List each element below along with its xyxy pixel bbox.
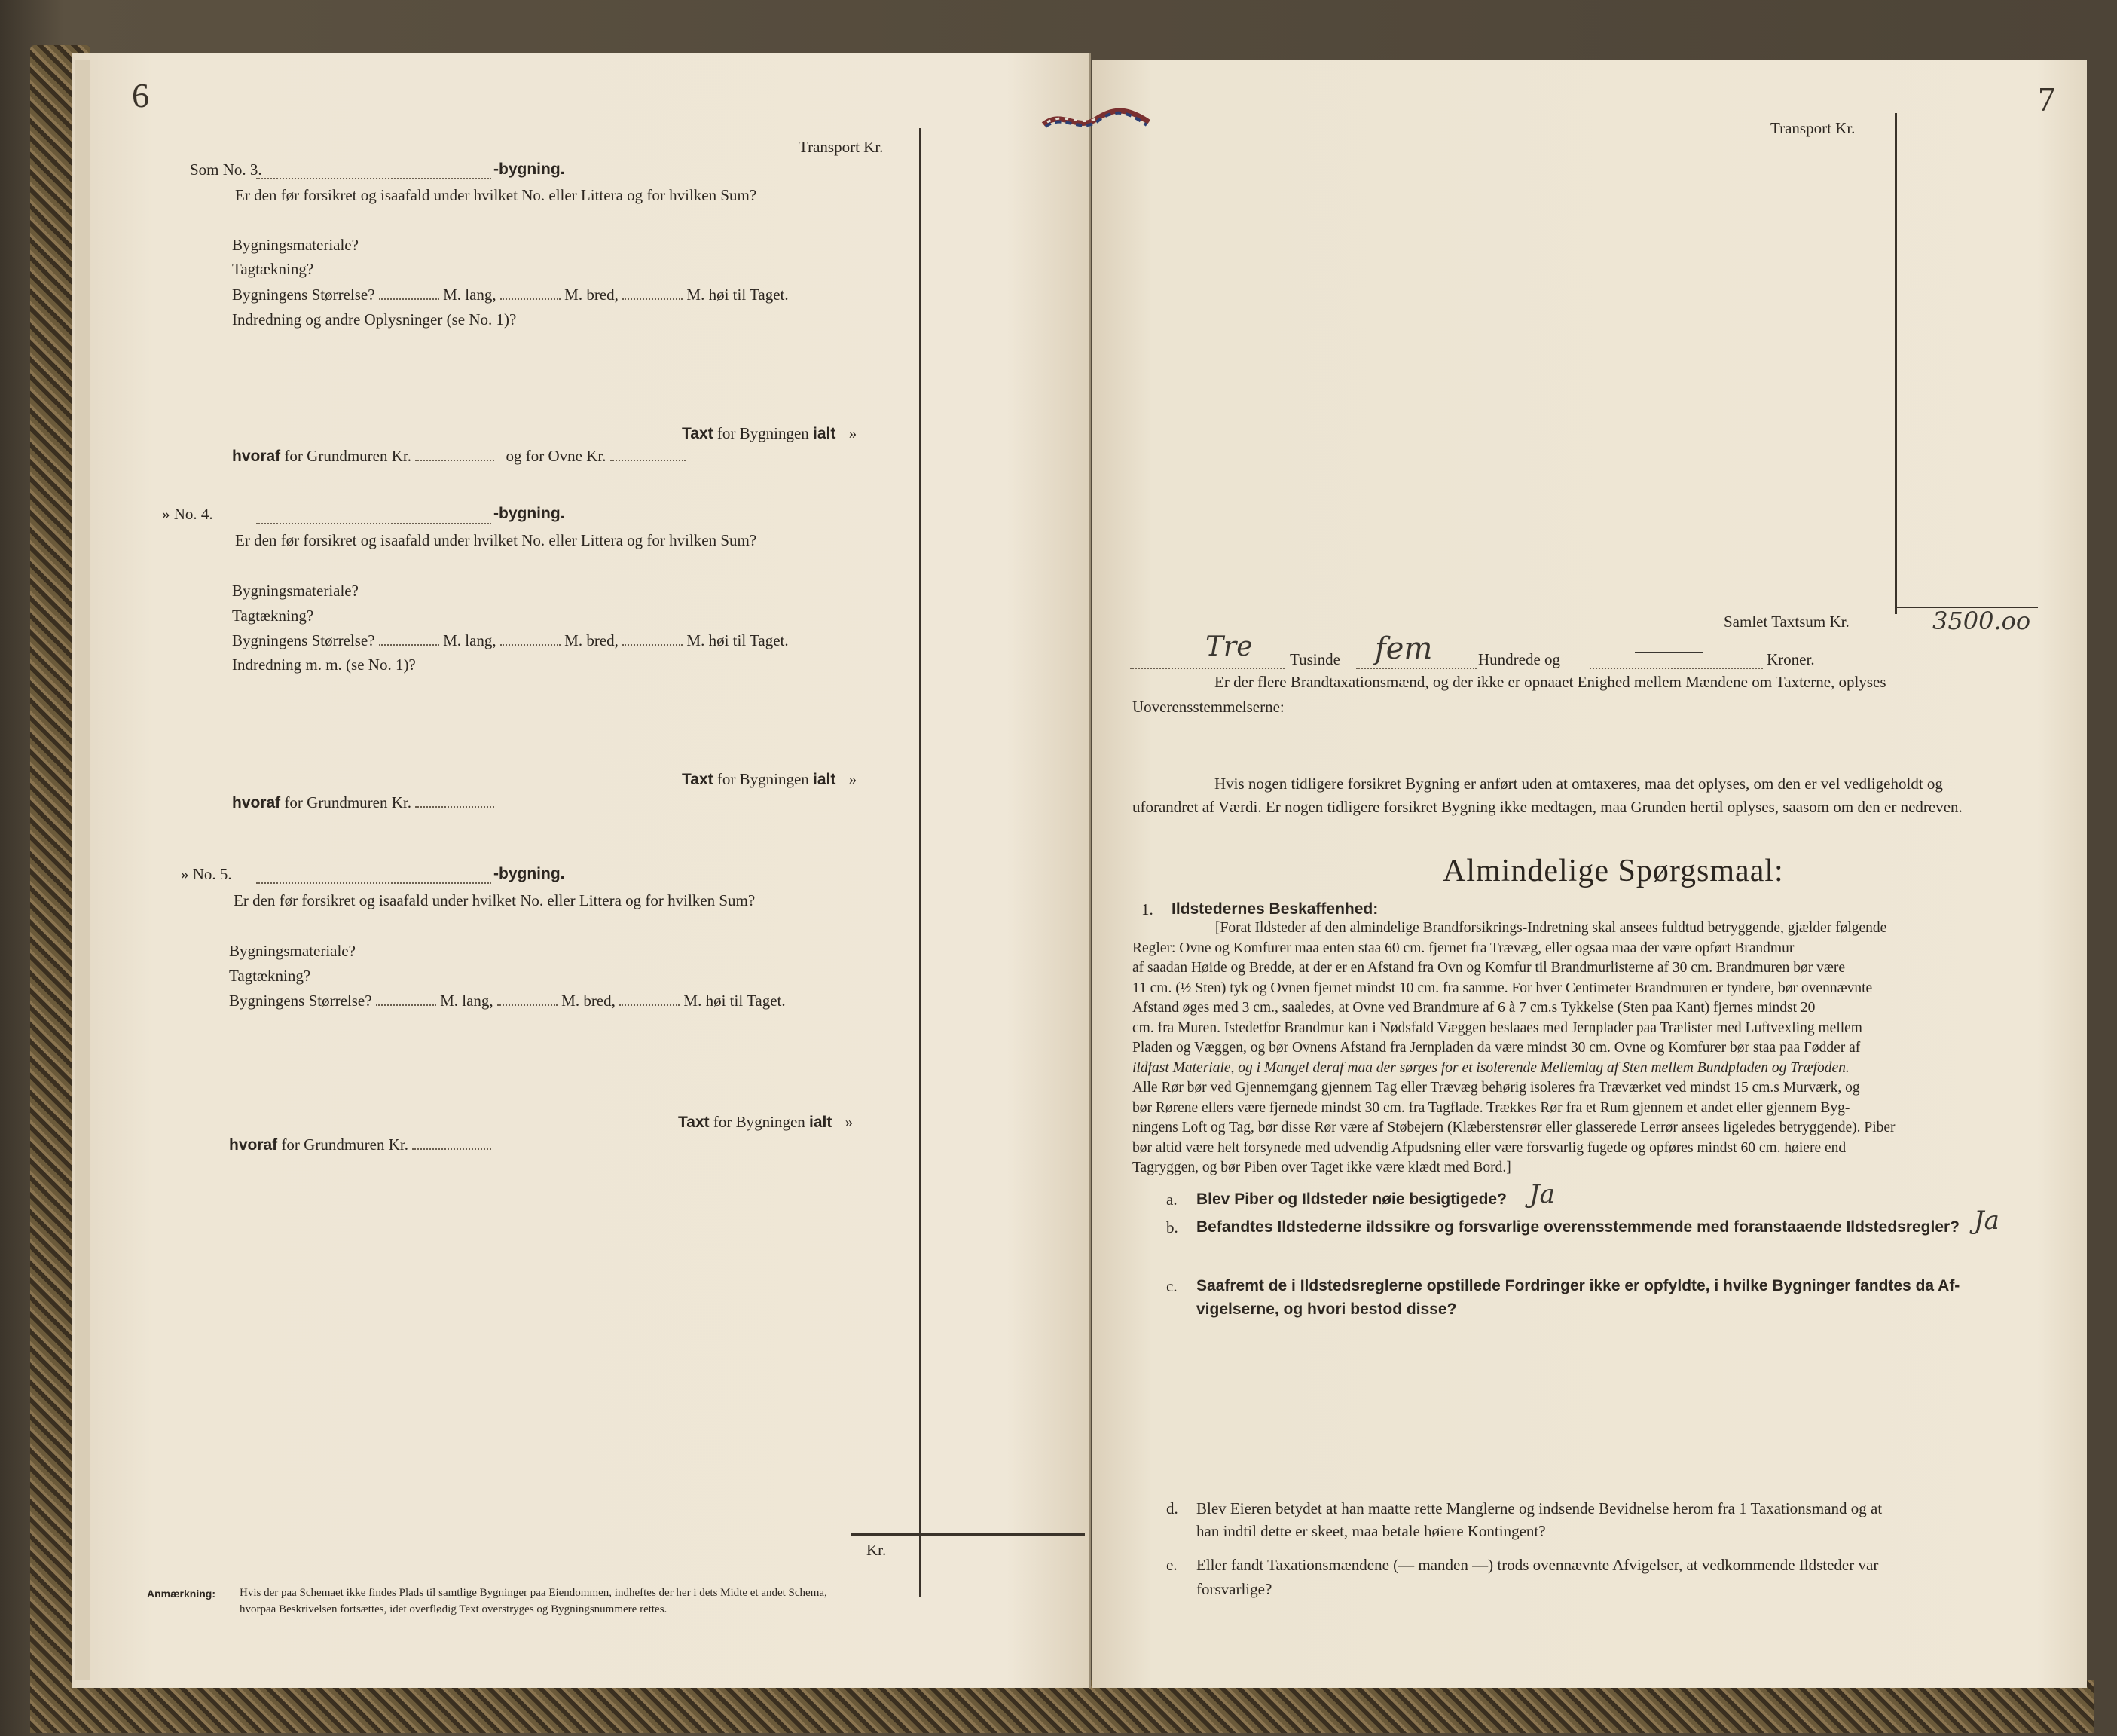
rule-line: Alle Rør bør ved Gjennemgang gjennem Tag eller Trævæg behørig isoleres fra Træværket ved mindst 15 cm.s Murværk, og: [1132, 1080, 1860, 1096]
building-4-tax-rest: for Bygningen: [716, 770, 809, 788]
note-line-1: Hvis der paa Schemaet ikke findes Plads til samtlige Bygninger paa Eiendommen, indheftes der her i dets Midte et andet Schema,: [240, 1587, 827, 1599]
building-5-foundation-rest: for Grundmuren Kr.: [281, 1135, 408, 1154]
building-5-size-lang: M. lang,: [440, 992, 493, 1010]
building-5-label: » No. 5.: [181, 865, 232, 883]
thousands-handwritten: Tre: [1205, 631, 1253, 662]
samlet-value: 3500.oo: [1932, 607, 2031, 635]
right-amount-column-line: [1895, 113, 1897, 614]
building-3-tax: [682, 424, 857, 443]
rule-line: Pladen og Væggen, og bør Ovnens Afstand fra Jernpladen da være mindst 30 cm. Ovne og Komfurer bør staa paa Fødder af: [1132, 1040, 1861, 1056]
building-3-name-field[interactable]: [256, 167, 491, 179]
rule-line: Tagryggen, og bør Piben over Taget ikke være klædt med Bord.]: [1132, 1160, 1511, 1175]
qd-letter: d.: [1166, 1499, 1178, 1517]
building-5-height-field[interactable]: [619, 994, 680, 1006]
building-3-foundation: [232, 447, 686, 466]
building-4-label: » No. 4.: [162, 505, 213, 523]
building-4-foundation-field[interactable]: [415, 796, 494, 808]
building-3-width-field[interactable]: [500, 288, 561, 300]
building-3-material: Bygningsmateriale?: [232, 236, 359, 254]
section-title: Almindelige Spørgsmaal:: [1443, 854, 1784, 888]
building-5-name-field[interactable]: [256, 872, 491, 884]
building-4-size-prefix: Bygningens Størrelse?: [232, 631, 375, 649]
building-4-interior: Indredning m. m. (se No. 1)?: [232, 656, 416, 674]
qa-letter: a.: [1166, 1190, 1178, 1209]
building-5-foundation: [229, 1135, 491, 1154]
building-3-foundation-bold: hvoraf: [232, 448, 281, 465]
qc-text-1: Saafremt de i Ildstedsreglerne opstillede Fordringer ikke er opfyldte, i hvilke Bygninger fandtes da Af-: [1196, 1277, 1960, 1294]
tusinde-label: Tusinde: [1290, 650, 1340, 668]
building-3-suffix: -bygning.: [493, 160, 565, 178]
building-4-tax-arrow: »: [848, 770, 857, 788]
qb-text: Befandtes Ildstederne ildssikre og forsvarlige overensstemmende med foranstaaende Ildstedsregler?: [1196, 1218, 1960, 1236]
building-5-foundation-field[interactable]: [412, 1138, 491, 1150]
fire-rules-block: [1132, 918, 2040, 1178]
page-edges: [75, 60, 90, 1680]
kroner-dash-handwritten: [1635, 652, 1703, 653]
kroner-field[interactable]: [1590, 657, 1763, 669]
book-cover-bottom: [30, 1680, 2094, 1733]
building-3-foundation-field[interactable]: [415, 449, 494, 461]
q1-number: 1.: [1141, 900, 1153, 918]
tidligere-text-1: Hvis nogen tidligere forsikret Bygning er anført uden at omtaxeres, maa det oplyses, om den er vel vedligeholdt og: [1214, 775, 1943, 793]
rule-line: bør altid være helt forsynede med udvendig Afpudsning eller være forsvarlig fugede og opføres mindst 60 cm. høiere end: [1132, 1139, 1847, 1156]
building-4-width-field[interactable]: [500, 634, 561, 646]
building-3-tax-bold: Taxt: [682, 425, 713, 442]
hundrede-label: Hundrede og: [1478, 650, 1561, 668]
qa-text: Blev Piber og Ildsteder nøie besigtigede?: [1196, 1190, 1507, 1208]
rule-line: af saadan Høide og Bredde, at der er en Afstand fra Ovn og Komfur til Brandmurlisterne af 30 cm. Brandmuren bør være: [1132, 960, 1845, 976]
transport-label-right: Transport Kr.: [1770, 119, 1856, 137]
note-line-2: hvorpaa Beskrivelsen fortsættes, idet overflødig Text overstryges og Bygningsnummere rettes.: [240, 1603, 667, 1615]
building-5-size-hoi: M. høi til Taget.: [683, 992, 786, 1010]
rule-line: cm. fra Muren. Istedetfor Brandmur kan i Nødsfald Væggen beslaaes med Jernplader paa Trælister med Luftvexling mellem: [1132, 1019, 1862, 1036]
building-3-size: [232, 286, 789, 304]
building-5-width-field[interactable]: [497, 994, 558, 1006]
page-number-left: 6: [132, 76, 149, 115]
building-3-tax-arrow: »: [848, 424, 857, 442]
binding-thread: [1040, 105, 1153, 136]
building-4-foundation-rest: for Grundmuren Kr.: [284, 793, 411, 811]
rule-line: bør Rørene ellers være fjernede mindst 30 cm. fra Tagflade. Trækkes Rør fra et Rum gjennem et andet eller gjennem Byg-: [1132, 1099, 1850, 1116]
building-4-size-lang: M. lang,: [443, 631, 496, 649]
building-5-roofing: Tagtækning?: [229, 967, 311, 985]
building-4-tax-bold: Taxt: [682, 771, 713, 788]
page-number-right: 7: [2038, 80, 2055, 118]
rule-line: [Forat Ildsteder af den almindelige Brandforsikrings-Indretning skal ansees fuldtud betryggende, gjælder følgende: [1215, 920, 1887, 936]
qc-text-2: vigelserne, og hvori bestod disse?: [1196, 1300, 1457, 1318]
building-3-height-field[interactable]: [622, 288, 683, 300]
building-5-tax: [678, 1113, 853, 1132]
rule-line: 11 cm. (½ Sten) tyk og Ovnen fjernet mindst 10 cm. fra samme. For hver Centimeter Brandmuren er tyndere, bør ovennævnte: [1132, 980, 1873, 996]
building-4-height-field[interactable]: [622, 634, 683, 646]
building-5-suffix: -bygning.: [493, 865, 565, 882]
building-4-tax-ialt: ialt: [813, 771, 836, 788]
qe-text-2: forsvarlige?: [1196, 1580, 1272, 1598]
building-3-interior: Indredning og andre Oplysninger (se No. 1)?: [232, 310, 517, 329]
building-3-size-lang: M. lang,: [443, 286, 496, 304]
building-5-tax-arrow: »: [845, 1113, 854, 1131]
building-3-label: Som No. 3.: [190, 160, 262, 179]
q1-title: Ildstedernes Beskaffenhed:: [1172, 900, 1379, 918]
building-3-ovens-field[interactable]: [610, 449, 686, 461]
hundreds-handwritten: fem: [1375, 631, 1433, 666]
building-5-tax-rest: for Bygningen: [713, 1113, 805, 1131]
flere-text-2: Uoverensstemmelserne:: [1132, 698, 1285, 716]
rule-line: ningens Loft og Tag, bør disse Rør være af Støbejern (Klæberstensrør eller glasserede Lerrør ansees ligeledes betryggende). Piber: [1132, 1120, 1896, 1135]
building-4-foundation-bold: hvoraf: [232, 794, 281, 811]
building-5-foundation-bold: hvoraf: [229, 1136, 278, 1154]
amount-column-line: [919, 128, 921, 1597]
building-3-tax-ialt: ialt: [813, 425, 836, 442]
flere-text-1: Er der flere Brandtaxationsmænd, og der ikke er opnaaet Enighed mellem Mændene om Taxterne, oplyses: [1214, 673, 1886, 691]
building-5-material: Bygningsmateriale?: [229, 942, 356, 960]
building-4-roofing: Tagtækning?: [232, 607, 314, 625]
building-3-size-bred: M. bred,: [564, 286, 619, 304]
building-3-question: Er den før forsikret og isaafald under hvilket No. eller Littera og for hvilken Sum?: [235, 186, 757, 204]
building-5-tax-bold: Taxt: [678, 1114, 710, 1131]
qe-text-1: Eller fandt Taxationsmændene (— manden —) trods ovennævnte Afvigelser, at vedkommende Ildsteder var: [1196, 1556, 1879, 1574]
total-rule: [851, 1533, 1085, 1536]
building-4-foundation: [232, 793, 494, 812]
building-5-length-field[interactable]: [376, 994, 436, 1006]
tidligere-text-2: uforandret af Værdi. Er nogen tidligere forsikret Bygning ikke medtagen, maa Grunden hertil oplyses, saasom om den er nedreven.: [1132, 798, 1963, 816]
rule-line: Afstand øges med 3 cm., saaledes, at Ovne ved Brandmure af 6 à 7 cm.s Tykkelse (Sten paa Kant) fjernes mindst 20: [1132, 1000, 1816, 1016]
building-3-tax-rest: for Bygningen: [716, 424, 809, 442]
building-5-size: [229, 992, 786, 1010]
building-5-tax-ialt: ialt: [809, 1114, 832, 1131]
building-3-ovens: og for Ovne Kr.: [506, 447, 606, 465]
qd-text-2: han indtil dette er skeet, maa betale høiere Kontingent?: [1196, 1522, 1546, 1540]
building-3-roofing: Tagtækning?: [232, 260, 314, 278]
building-4-question: Er den før forsikret og isaafald under hvilket No. eller Littera og for hvilken Sum?: [235, 531, 757, 549]
building-4-size-hoi: M. høi til Taget.: [686, 631, 789, 649]
building-4-size: [232, 631, 789, 650]
transport-label-left: Transport Kr.: [799, 138, 884, 156]
qa-answer: Ja: [1529, 1179, 1555, 1209]
rule-line: Regler: Ovne og Komfurer maa enten staa 60 cm. fjernet fra Trævæg, eller ogsaa maa der være opført Brandmur: [1132, 940, 1795, 956]
qb-answer: Ja: [1974, 1206, 1999, 1236]
building-3-foundation-rest: for Grundmuren Kr.: [284, 447, 411, 465]
building-4-suffix: -bygning.: [493, 505, 565, 522]
building-3-length-field[interactable]: [379, 288, 439, 300]
qc-letter: c.: [1166, 1277, 1178, 1295]
building-4-length-field[interactable]: [379, 634, 439, 646]
building-4-tax: [682, 770, 857, 789]
kr-total-label: Kr.: [866, 1541, 887, 1559]
building-3-size-hoi: M. høi til Taget.: [686, 286, 789, 304]
building-4-name-field[interactable]: [256, 512, 491, 524]
qd-text-1: Blev Eieren betydet at han maatte rette Manglerne og indsende Bevidnelse herom fra 1 Taxationsmand og at: [1196, 1499, 1883, 1517]
building-4-material: Bygningsmateriale?: [232, 582, 359, 600]
note-label: Anmærkning:: [147, 1588, 215, 1600]
kroner-label: Kroner.: [1767, 650, 1815, 668]
building-5-size-prefix: Bygningens Størrelse?: [229, 992, 372, 1010]
rule-line: ildfast Materiale, og i Mangel deraf maa der sørges for et isolerende Mellemlag af Sten mellem Bundpladen og Træfoden.: [1132, 1059, 1850, 1076]
qe-letter: e.: [1166, 1556, 1178, 1574]
building-4-size-bred: M. bred,: [564, 631, 619, 649]
building-3-size-prefix: Bygningens Størrelse?: [232, 286, 375, 304]
building-5-size-bred: M. bred,: [561, 992, 616, 1010]
building-5-question: Er den før forsikret og isaafald under hvilket No. eller Littera og for hvilken Sum?: [234, 891, 756, 909]
samlet-label: Samlet Taxtsum Kr.: [1724, 613, 1850, 631]
qb-letter: b.: [1166, 1218, 1178, 1236]
